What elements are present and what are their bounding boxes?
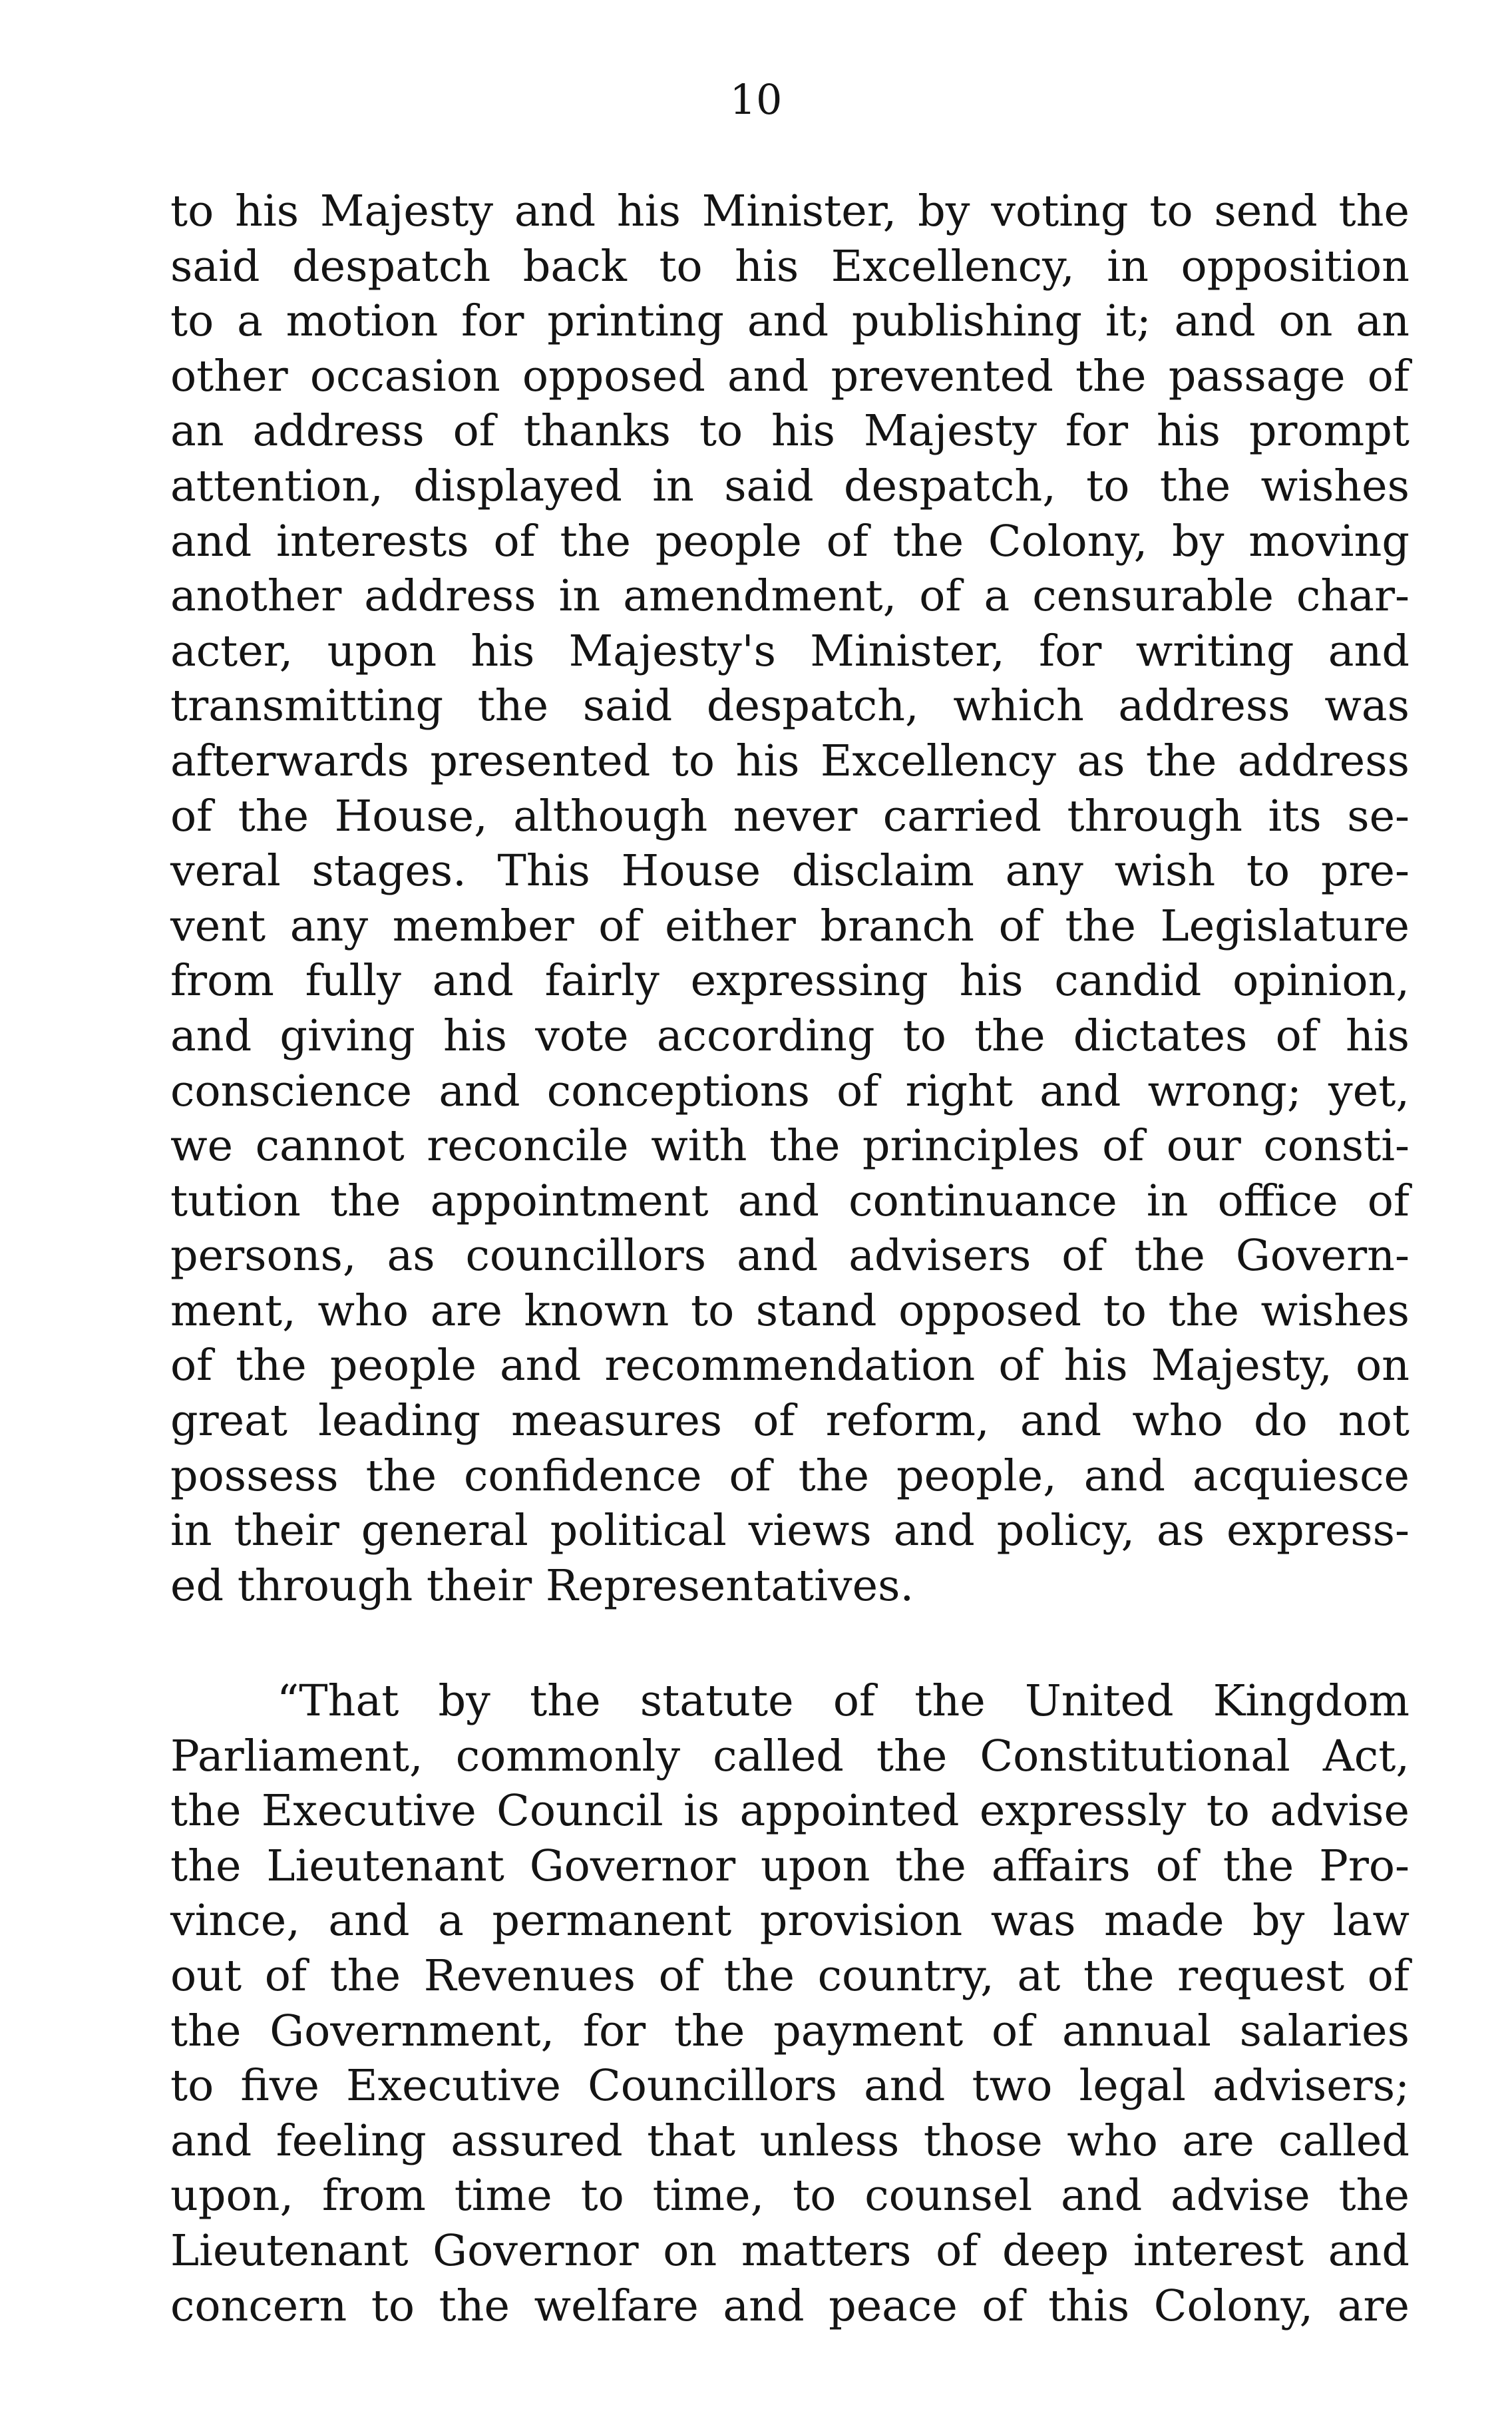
paragraph-1 [170, 184, 1410, 1614]
text-line: to his Majesty and his Minister, by voting to send the [170, 186, 1410, 236]
text-line: to five Executive Councillors and two legal advisers; [170, 2061, 1410, 2111]
text-line: concern to the welfare and peace of this Colony, are [170, 2281, 1410, 2331]
text-line: to a motion for printing and publishing it; and on an [170, 296, 1410, 347]
text-line: afterwards presented to his Excellency as the address [170, 736, 1410, 786]
text-line: “That by the statute of the United Kingdom [277, 1676, 1410, 1726]
text-line: Parliament, commonly called the Constitutional Act, [170, 1731, 1410, 1781]
text-line: the Executive Council is appointed expressly to advise [170, 1786, 1410, 1837]
page-number: 10 [729, 75, 783, 124]
text-line: attention, displayed in said despatch, to the wishes [170, 461, 1410, 511]
text-line: an address of thanks to his Majesty for his prompt [170, 406, 1410, 457]
text-line: veral stages. This House disclaim any wish to pre- [170, 846, 1410, 897]
text-line: and interests of the people of the Colony, by moving [170, 516, 1410, 566]
text-line: ment, who are known to stand opposed to the wishes [170, 1285, 1410, 1336]
text-line: persons, as councillors and advisers of the Govern- [170, 1231, 1410, 1281]
paragraph-2 [170, 1674, 1410, 2334]
text-line: other occasion opposed and prevented the passage of [170, 351, 1410, 401]
text-line: vent any member of either branch of the Legislature [170, 901, 1410, 951]
text-line: and feeling assured that unless those who are called [170, 2115, 1410, 2166]
text-line: upon, from time to time, to counsel and advise the [170, 2171, 1410, 2221]
text-line: in their general political views and policy, as express- [170, 1506, 1410, 1556]
text-line: we cannot reconcile with the principles of our consti- [170, 1121, 1410, 1172]
text-line: conscience and conceptions of right and wrong; yet, [170, 1066, 1410, 1116]
text-line: possess the confidence of the people, and acquiesce [170, 1450, 1410, 1501]
text-line: transmitting the said despatch, which address was [170, 681, 1410, 732]
text-line: from fully and fairly expressing his candid opinion, [170, 956, 1410, 1006]
text-line: acter, upon his Majesty's Minister, for writing and [170, 626, 1410, 676]
text-line: another address in amendment, of a censurable char- [170, 571, 1410, 622]
text-line: of the House, although never carried through its se- [170, 791, 1410, 841]
text-line: tution the appointment and continuance in office of [170, 1176, 1410, 1226]
text-line: Lieutenant Governor on matters of deep interest and [170, 2225, 1410, 2276]
text-line: vince, and a permanent provision was made by law [170, 1896, 1410, 1946]
text-line: out of the Revenues of the country, at the request of [170, 1950, 1410, 2001]
text-line: ed through their Representatives. [170, 1560, 914, 1611]
text-line: great leading measures of reform, and who do not [170, 1396, 1410, 1446]
text-line: and giving his vote according to the dictates of his [170, 1010, 1410, 1061]
text-line: said despatch back to his Excellency, in opposition [170, 241, 1410, 292]
text-line: the Government, for the payment of annual salaries [170, 2006, 1410, 2056]
text-line: the Lieutenant Governor upon the affairs of the Pro- [170, 1841, 1410, 1891]
text-line: of the people and recommendation of his Majesty, on [170, 1341, 1410, 1391]
